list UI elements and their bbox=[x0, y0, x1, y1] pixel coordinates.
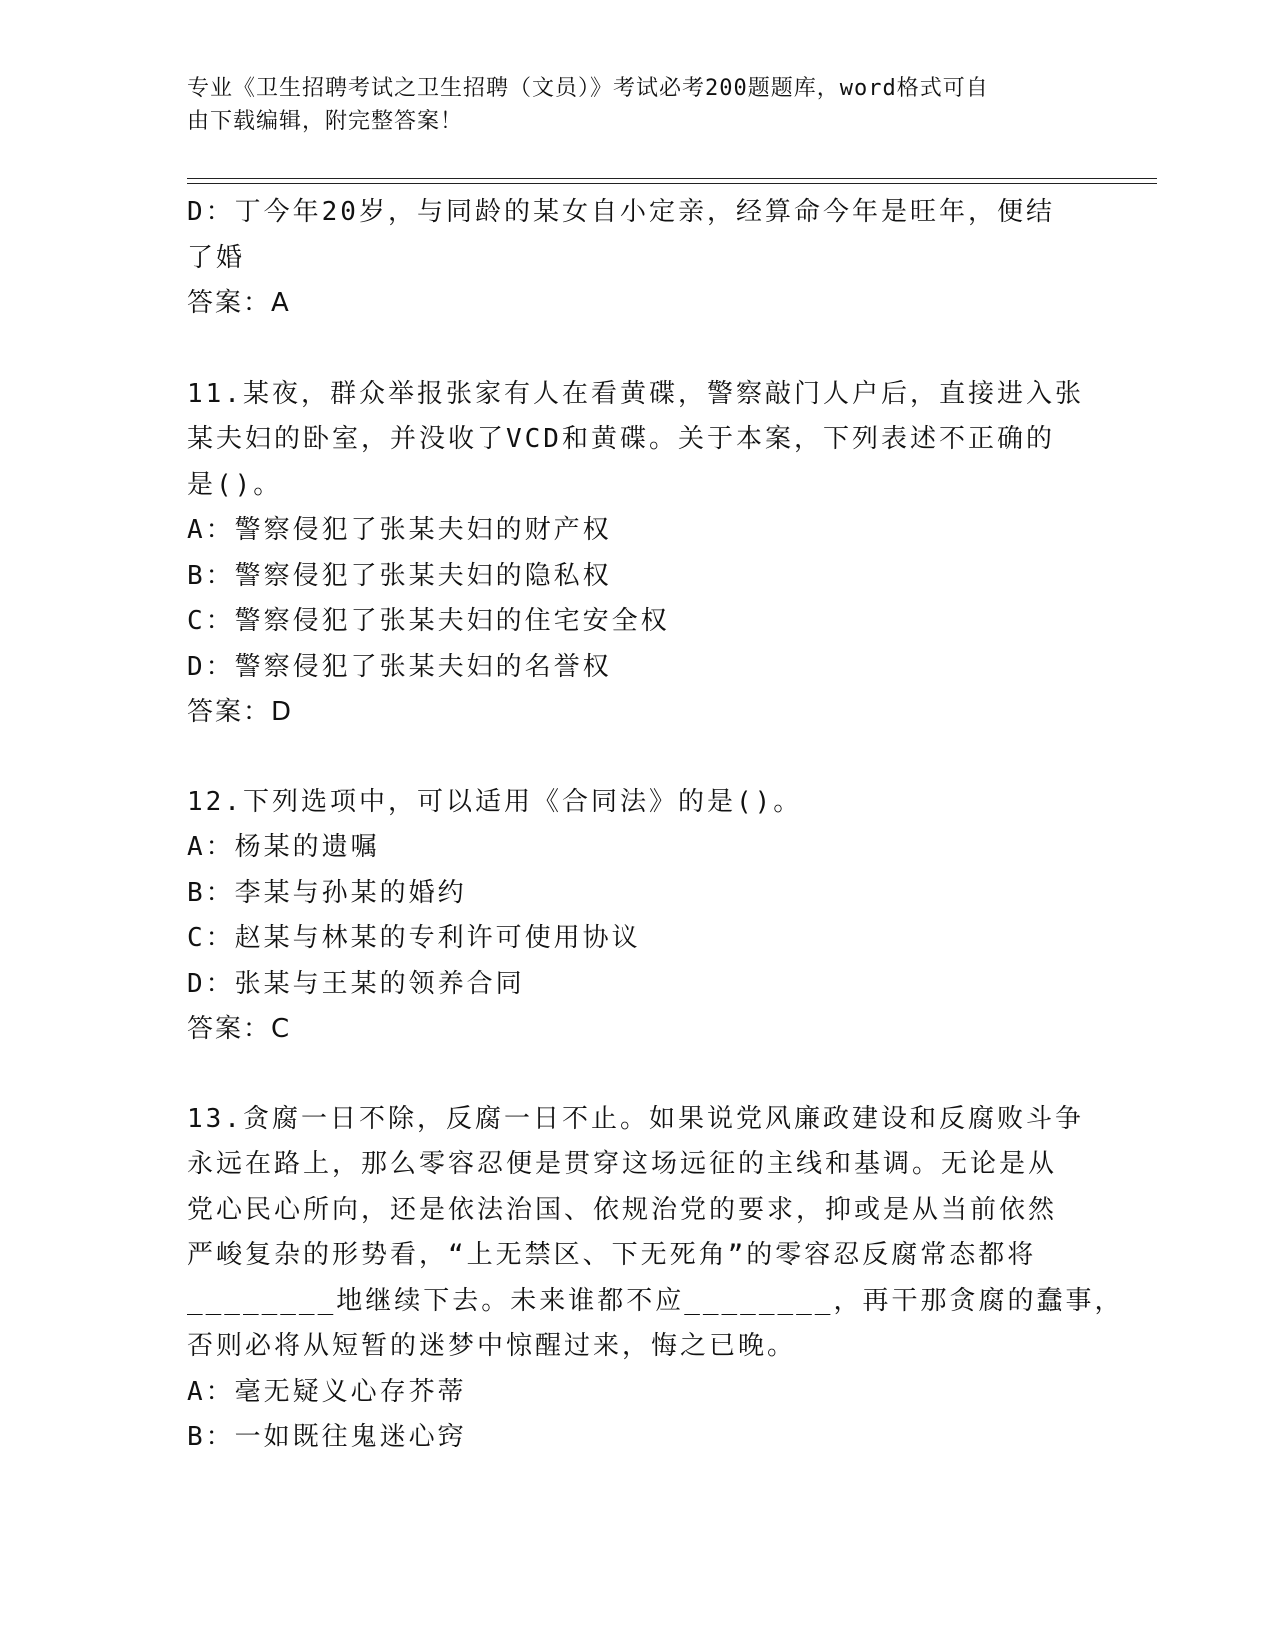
question-stem-line-1: 11.某夜，群众举报张家有人在看黄碟，警察敲门人户后，直接进入张 bbox=[187, 378, 1084, 409]
question-13 bbox=[187, 1097, 1124, 1461]
question-stem: 12.下列选项中，可以适用《合同法》的是()。 bbox=[187, 786, 803, 817]
option-d: D：张某与王某的领养合同 bbox=[187, 968, 525, 999]
answer: 答案：D bbox=[187, 697, 294, 727]
question-stem-line-4: 严峻复杂的形势看，“上无禁区、下无死角”的零容忍反腐常态都将 bbox=[187, 1240, 1037, 1270]
question-stem-line-5: ________地继续下去。未来谁都不应________，再干那贪腐的蠢事， bbox=[187, 1285, 1124, 1316]
option-b: B：一如既往鬼迷心窍 bbox=[187, 1422, 467, 1452]
header-line-2: 由下载编辑，附完整答案！ bbox=[187, 109, 464, 134]
option-d: D：警察侵犯了张某夫妇的名誉权 bbox=[187, 651, 612, 682]
option-d-line-2: 了婚 bbox=[187, 242, 246, 273]
question-10-tail bbox=[187, 190, 1087, 327]
question-stem-line-2: 永远在路上，那么零容忍便是贯穿这场远征的主线和基调。无论是从 bbox=[187, 1149, 1058, 1179]
option-a: A：杨某的遗嘱 bbox=[187, 832, 380, 862]
option-d-line-1: D：丁今年20岁，与同龄的某女自小定亲，经算命今年是旺年，便结 bbox=[187, 197, 1055, 227]
option-b: B：李某与孙某的婚约 bbox=[187, 877, 467, 908]
answer: 答案：A bbox=[187, 288, 291, 318]
question-12 bbox=[187, 780, 1087, 1053]
question-stem-line-3: 党心民心所向，还是依法治国、依规治党的要求，抑或是从当前依然 bbox=[187, 1194, 1058, 1225]
question-stem-line-2: 某夫妇的卧室，并没收了VCD和黄碟。关于本案，下列表述不正确的 bbox=[187, 424, 1055, 454]
option-a: A：警察侵犯了张某夫妇的财产权 bbox=[187, 515, 612, 545]
header-divider-top bbox=[187, 178, 1157, 179]
option-b: B：警察侵犯了张某夫妇的隐私权 bbox=[187, 560, 612, 591]
answer: 答案：C bbox=[187, 1014, 292, 1044]
question-11 bbox=[187, 372, 1087, 736]
option-c: C：赵某与林某的专利许可使用协议 bbox=[187, 923, 641, 953]
document-header bbox=[187, 72, 1077, 138]
option-a: A：毫无疑义心存芥蒂 bbox=[187, 1376, 467, 1407]
option-c: C：警察侵犯了张某夫妇的住宅安全权 bbox=[187, 606, 670, 636]
question-stem-line-3: 是()。 bbox=[187, 469, 283, 500]
header-line-1: 专业《卫生招聘考试之卫生招聘（文员）》考试必考200题题库，word格式可自 bbox=[187, 76, 989, 101]
question-stem-line-1: 13.贪腐一日不除，反腐一日不止。如果说党风廉政建设和反腐败斗争 bbox=[187, 1103, 1084, 1134]
document-body bbox=[187, 190, 1124, 1461]
question-stem-line-6: 否则必将从短暂的迷梦中惊醒过来，悔之已晚。 bbox=[187, 1331, 797, 1361]
header-divider-bottom bbox=[187, 183, 1157, 184]
